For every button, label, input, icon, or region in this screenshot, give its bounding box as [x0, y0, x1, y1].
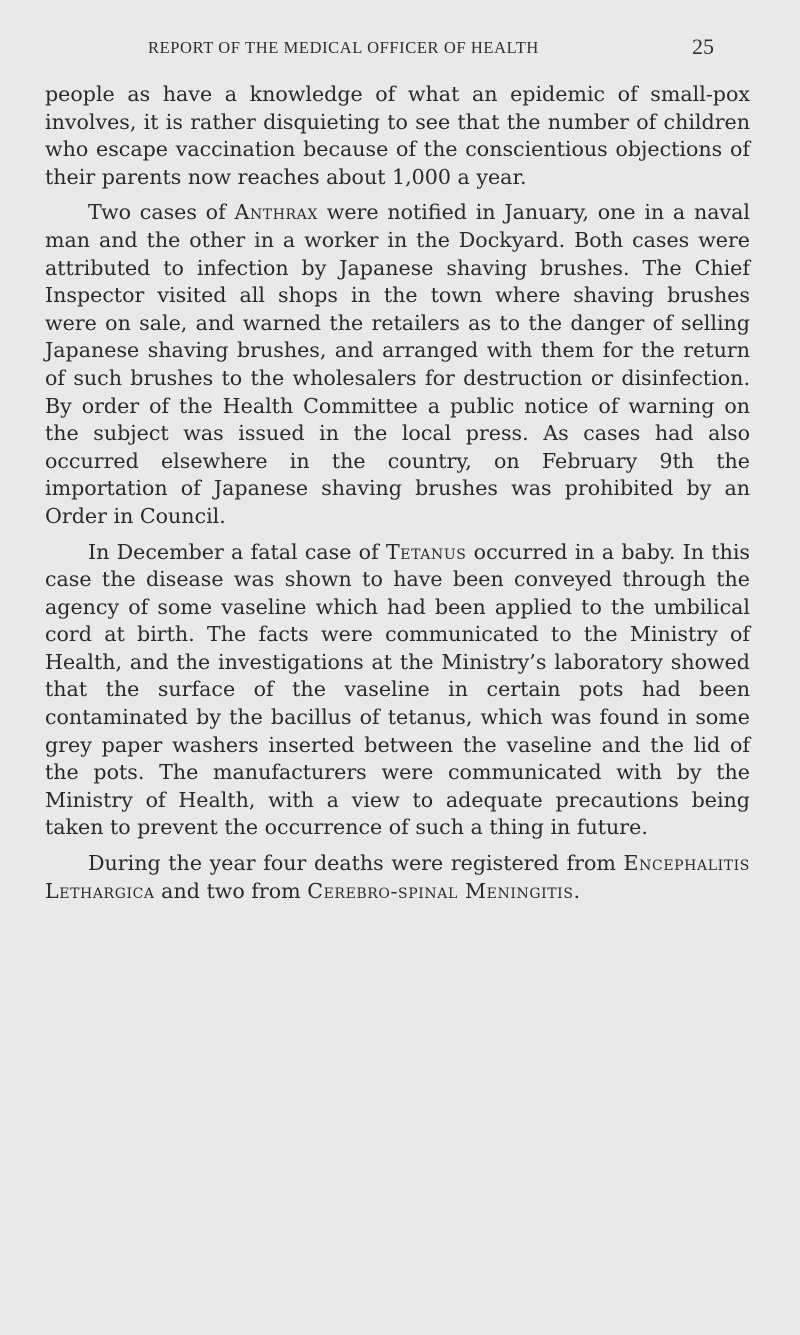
body-text: [45, 81, 750, 913]
paragraph-encephalitis-end: .: [573, 878, 581, 903]
running-header: REPORT OF THE MEDICAL OFFICER OF HEALTH: [148, 38, 539, 57]
paragraph-tetanus-body: occurred in a baby. In this case the disease was shown to have been conveyed through the agency of some vaseline which had been applied to the umbilical cord at birth. The facts were communicated to the Ministry of Health, and the investigations at the Ministry’s laboratory showed that the surface of the vaseline in certain pots had been contaminated by the bacillus of tetanus, which was found in some grey paper washers inserted between the vaseline and the lid of the pots. The manufacturers were communicated with by the Ministry of Health, with a view to adequate precautions being taken to prevent the occurrence of such a thing in future.: [45, 539, 751, 840]
paragraph-smallpox-continued: people as have a knowledge of what an epidemic of small-pox involves, it is rather disquieting to see that the number of children who escape vaccination because of the conscientious objections of their parents now reaches about 1,000 a year.: [45, 82, 750, 189]
paragraph-tetanus-lead: In December a fatal case of: [88, 539, 386, 564]
disease-term-anthrax: Anthrax: [234, 200, 318, 225]
paragraph-anthrax: [45, 199, 750, 530]
paragraph-anthrax-body: were notified in January, one in a naval man and the other in a worker in the Dockyard. Both cases were attributed to infection by Japanese shaving brushes. The Chief Inspector visited all shops in the town where shaving brushes were on sale, and warned the retailers as to the danger of selling Japanese shaving brushes, and arranged with them for the return of such brushes to the wholesalers for destruction or disinfection. By order of the Health Committee a public notice of warning on the subject was issued in the local press. As cases had also occurred elsewhere in the country, on February 9th the importation of Japanese shaving brushes was prohibited by an Order in Council.: [45, 200, 750, 528]
paragraph-anthrax-lead: Two cases of: [88, 200, 235, 225]
paragraph-encephalitis-lead: During the year four deaths were registered from: [88, 851, 624, 876]
disease-term-cerebro-spinal-meningitis: Cerebro-spinal Meningitis: [307, 878, 574, 903]
paragraph-encephalitis-middle: and two from: [154, 878, 308, 903]
disease-term-encephalitis-lethargica: Encephalitis Lethargica: [45, 851, 750, 903]
paragraph-tetanus: [45, 539, 750, 843]
page-number: 25: [692, 34, 714, 59]
disease-term-tetanus: Tetanus: [385, 539, 467, 564]
paragraph-encephalitis: [45, 850, 750, 905]
